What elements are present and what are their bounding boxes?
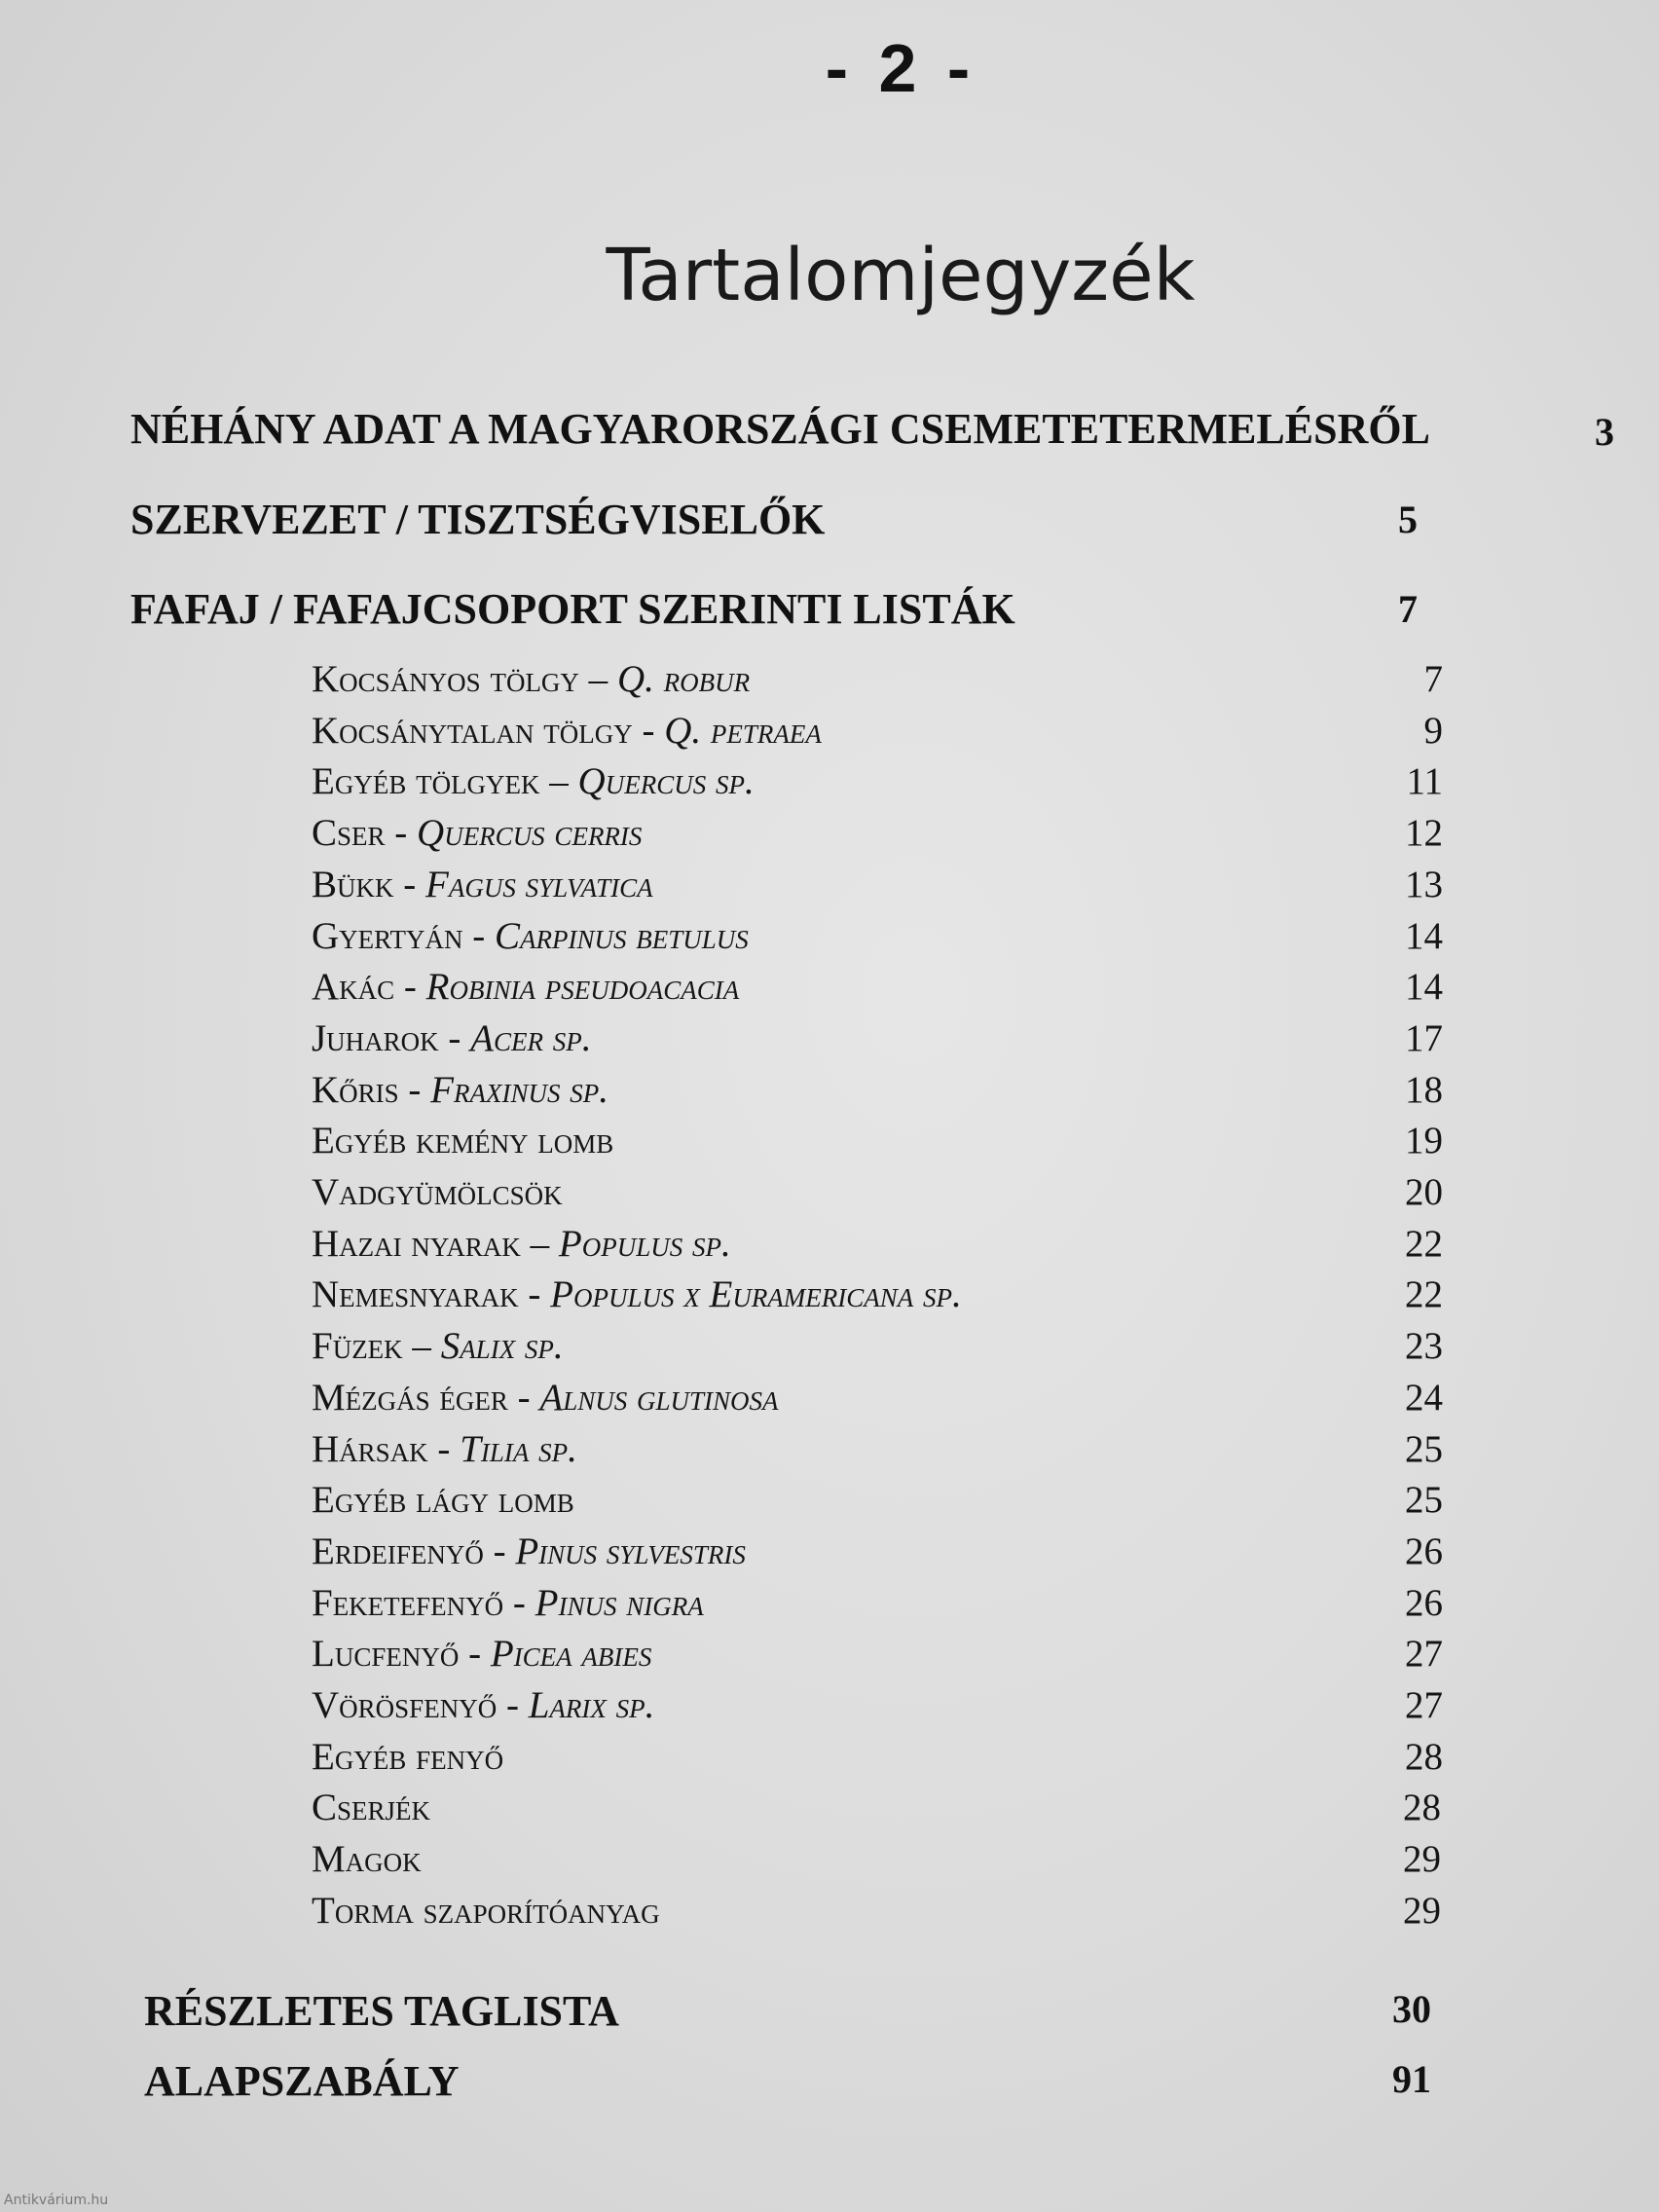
toc-entry: [312, 1376, 779, 1419]
toc-entry-page: 9: [1423, 709, 1443, 752]
toc-entry: [312, 1478, 574, 1522]
toc-entry-page: 25: [1405, 1427, 1443, 1470]
toc-entry: [312, 811, 642, 855]
toc-entry-name: Mézgás éger -: [312, 1376, 540, 1419]
toc-entry: [312, 1119, 613, 1162]
toc-entry-name: Juharok -: [312, 1016, 471, 1059]
toc-entry-name: Vadgyümölcsök: [312, 1171, 563, 1213]
toc-entry-page: 18: [1405, 1068, 1443, 1111]
toc-entry-page: 7: [1423, 658, 1443, 700]
toc-entry: [312, 709, 822, 753]
toc-entry-name: Cser -: [312, 812, 418, 855]
source-watermark: Antikvárium.hu: [4, 2193, 109, 2208]
toc-entry: [312, 863, 653, 906]
toc-entry: [312, 1889, 660, 1933]
toc-entry-name: Egyéb fenyő: [312, 1735, 504, 1778]
toc-entry-page: 22: [1405, 1222, 1443, 1265]
main-section-page: 5: [1398, 498, 1418, 541]
toc-entry-page: 29: [1403, 1838, 1441, 1881]
toc-entry-page: 29: [1403, 1889, 1441, 1932]
toc-entry-page: 24: [1405, 1376, 1443, 1419]
toc-entry-name: Feketefenyő -: [312, 1581, 535, 1624]
main-section-page: 91: [1392, 2057, 1431, 2101]
main-section-page: 3: [1595, 410, 1614, 454]
toc-entry-latin-name: Carpinus betulus: [495, 914, 749, 957]
toc-entry-latin-name: Fagus sylvatica: [425, 863, 653, 905]
toc-entry-name: Egyéb tölgyek –: [312, 760, 578, 803]
toc-entry-latin-name: Populus sp.: [558, 1222, 731, 1265]
toc-entry-page: 28: [1405, 1735, 1443, 1778]
toc-entry-latin-name: Q. robur: [616, 658, 751, 700]
toc-entry-latin-name: Pinus nigra: [535, 1581, 704, 1624]
toc-entry-latin-name: Larix sp.: [528, 1684, 655, 1726]
toc-entry-latin-name: Quercus sp.: [577, 760, 755, 803]
main-section-page: 30: [1392, 1987, 1431, 2031]
toc-entry: [312, 1735, 503, 1779]
toc-entry-latin-name: Acer sp.: [470, 1016, 592, 1059]
toc-entry-name: Magok: [312, 1838, 422, 1881]
toc-entry: [312, 1786, 430, 1829]
toc-entry-latin-name: Alnus glutinosa: [539, 1376, 779, 1419]
toc-entry: [312, 1170, 563, 1214]
toc-entry: [312, 1016, 591, 1060]
toc-entry: [312, 759, 755, 803]
main-section-label: ALAPSZABÁLY: [144, 2057, 460, 2105]
toc-entry: [312, 1530, 746, 1573]
toc-entry-latin-name: Robinia pseudoacacia: [425, 966, 740, 1009]
toc-entry-page: 12: [1405, 812, 1443, 855]
toc-entry: [312, 1632, 651, 1676]
toc-entry: [312, 657, 750, 701]
toc-entry-page: 26: [1405, 1530, 1443, 1572]
toc-entry-latin-name: Pinus sylvestris: [515, 1530, 746, 1572]
toc-entry-name: Lucfenyő -: [312, 1633, 491, 1676]
page-title: Tartalomjegyzék: [606, 234, 1196, 317]
main-section-label: SZERVEZET / TISZTSÉGVISELŐK: [130, 496, 826, 543]
toc-entry-page: 14: [1405, 914, 1443, 957]
toc-entry-name: Hársak -: [312, 1427, 461, 1470]
main-section-label: RÉSZLETES TAGLISTA: [144, 1987, 619, 2035]
toc-entry-page: 28: [1403, 1787, 1441, 1829]
toc-entry-page: 27: [1405, 1633, 1443, 1676]
toc-entry-page: 23: [1405, 1325, 1443, 1368]
toc-entry: [312, 1324, 564, 1368]
toc-entry-name: Nemesnyarak -: [312, 1273, 551, 1316]
toc-entry-page: 19: [1405, 1120, 1443, 1162]
toc-entry-name: Bükk -: [312, 863, 425, 905]
toc-entry-name: Cserjék: [312, 1787, 431, 1829]
toc-entry-page: 25: [1405, 1479, 1443, 1522]
toc-entry-name: Kőris -: [312, 1068, 431, 1111]
toc-entry-name: Hazai nyarak –: [312, 1222, 559, 1265]
toc-entry-page: 17: [1405, 1016, 1443, 1059]
toc-entry-name: Kocsánytalan tölgy -: [312, 709, 665, 752]
toc-entry-name: Kocsányos tölgy –: [312, 658, 617, 700]
toc-entry-page: 13: [1405, 863, 1443, 905]
toc-entry-page: 22: [1405, 1273, 1443, 1316]
main-section-label: FAFAJ / FAFAJCSOPORT SZERINTI LISTÁK: [130, 585, 1015, 633]
main-section-label: NÉHÁNY ADAT A MAGYARORSZÁGI CSEMETETERMELÉSRŐL: [130, 405, 1430, 453]
page-number: - 2 -: [825, 30, 977, 106]
toc-entry: [312, 1581, 704, 1625]
toc-entry-name: Gyertyán -: [312, 914, 496, 957]
toc-entry: [312, 1222, 731, 1266]
toc-entry-name: Füzek –: [312, 1325, 441, 1368]
toc-entry: [312, 1068, 608, 1112]
toc-entry-latin-name: Fraxinus sp.: [430, 1068, 608, 1111]
toc-entry-name: Vörösfenyő -: [312, 1684, 529, 1726]
toc-entry-page: 11: [1406, 760, 1443, 803]
toc-entry: [312, 1837, 422, 1881]
toc-entry-page: 14: [1405, 966, 1443, 1009]
toc-entry: [312, 1427, 577, 1471]
toc-entry-name: Erdeifenyő -: [312, 1530, 516, 1572]
main-section-page: 7: [1398, 587, 1418, 631]
toc-entry-latin-name: Salix sp.: [440, 1325, 564, 1368]
toc-entry-latin-name: Populus x Euramericana sp.: [550, 1273, 962, 1316]
toc-entry: [312, 1683, 654, 1727]
toc-entry: [312, 965, 739, 1009]
toc-entry-page: 26: [1405, 1581, 1443, 1624]
toc-entry-latin-name: Quercus cerris: [417, 812, 643, 855]
toc-entry-name: Egyéb lágy lomb: [312, 1479, 574, 1522]
toc-entry-page: 20: [1405, 1171, 1443, 1213]
toc-entry-page: 27: [1405, 1684, 1443, 1726]
toc-entry-name: Akác -: [312, 966, 426, 1009]
toc-entry-latin-name: Q. petraea: [664, 709, 822, 752]
toc-entry-name: Torma szaporítóanyag: [312, 1889, 660, 1932]
toc-entry: [312, 914, 749, 958]
toc-entry-latin-name: Picea abies: [490, 1633, 652, 1676]
toc-entry-name: Egyéb kemény lomb: [312, 1120, 614, 1162]
toc-entry-latin-name: Tilia sp.: [460, 1427, 577, 1470]
toc-entry: [312, 1272, 962, 1316]
